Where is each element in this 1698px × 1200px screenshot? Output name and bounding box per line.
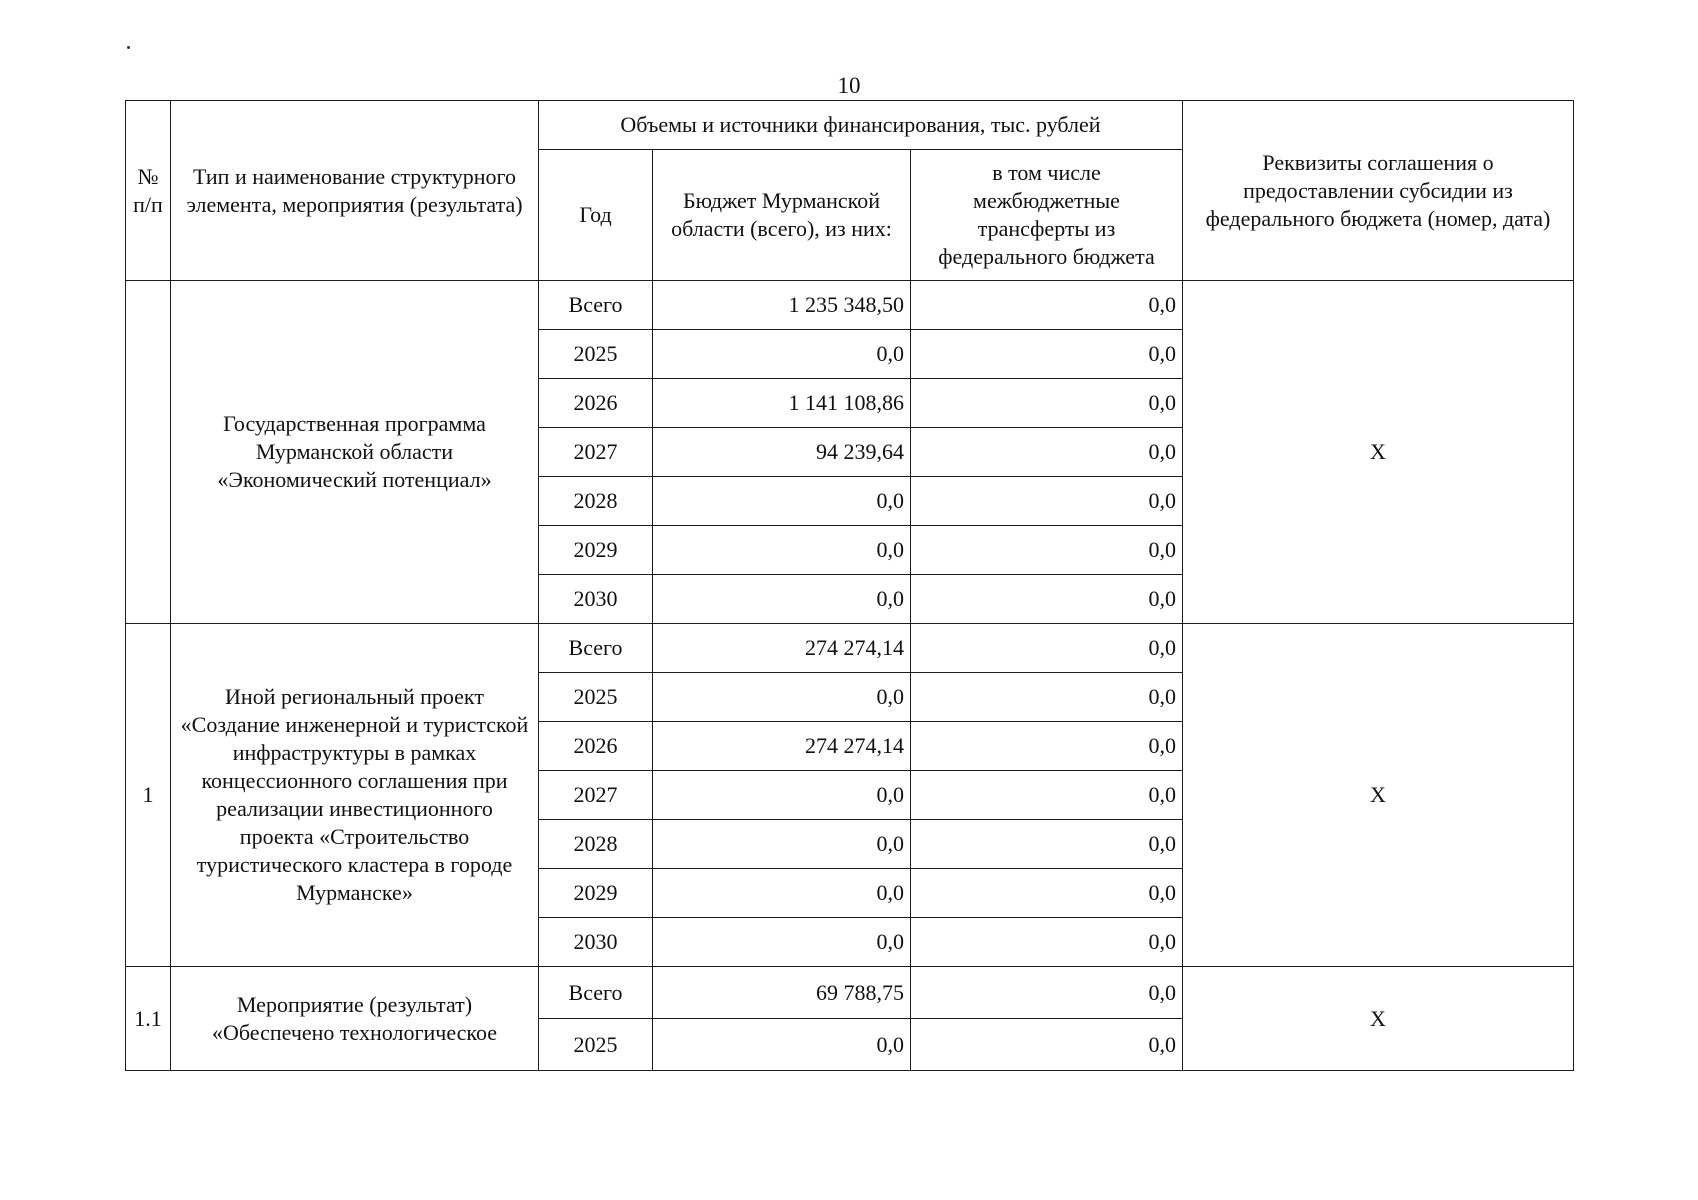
federal-transfers-cell: 0,0 bbox=[911, 624, 1183, 673]
header-regional-budget: Бюджет Мурманской области (всего), из них: bbox=[653, 150, 911, 281]
federal-transfers-cell: 0,0 bbox=[911, 722, 1183, 771]
federal-transfers-cell: 0,0 bbox=[911, 477, 1183, 526]
year-cell: 2027 bbox=[539, 428, 653, 477]
regional-budget-cell: 274 274,14 bbox=[653, 722, 911, 771]
element-name: Государственная программа Мурманской области «Экономический потенциал» bbox=[171, 281, 539, 624]
regional-budget-cell: 0,0 bbox=[653, 526, 911, 575]
regional-budget-cell: 0,0 bbox=[653, 477, 911, 526]
table-header bbox=[126, 101, 1574, 281]
header-federal-transfers: в том числе межбюджетные трансферты из федерального бюджета bbox=[911, 150, 1183, 281]
financing-table bbox=[125, 100, 1574, 1071]
regional-budget-cell: 0,0 bbox=[653, 673, 911, 722]
federal-transfers-cell: 0,0 bbox=[911, 918, 1183, 967]
regional-budget-cell: 0,0 bbox=[653, 869, 911, 918]
regional-budget-cell: 0,0 bbox=[653, 1019, 911, 1071]
year-cell: 2028 bbox=[539, 477, 653, 526]
federal-transfers-cell: 0,0 bbox=[911, 771, 1183, 820]
regional-budget-cell: 0,0 bbox=[653, 820, 911, 869]
header-name: Тип и наименование структурного элемента, мероприятия (результата) bbox=[171, 101, 539, 281]
regional-budget-cell: 1 235 348,50 bbox=[653, 281, 911, 330]
federal-transfers-cell: 0,0 bbox=[911, 575, 1183, 624]
federal-transfers-cell: 0,0 bbox=[911, 869, 1183, 918]
year-cell: 2029 bbox=[539, 526, 653, 575]
row-number bbox=[126, 281, 171, 624]
header-year: Год bbox=[539, 150, 653, 281]
year-cell: 2030 bbox=[539, 918, 653, 967]
element-name: Мероприятие (результат) «Обеспечено технологическое bbox=[171, 967, 539, 1071]
federal-transfers-cell: 0,0 bbox=[911, 673, 1183, 722]
federal-transfers-cell: 0,0 bbox=[911, 1019, 1183, 1071]
table-body bbox=[126, 281, 1574, 1071]
federal-transfers-cell: 0,0 bbox=[911, 820, 1183, 869]
year-cell: 2030 bbox=[539, 575, 653, 624]
agreement-cell: Х bbox=[1183, 624, 1574, 967]
row-number: 1.1 bbox=[126, 967, 171, 1071]
federal-transfers-cell: 0,0 bbox=[911, 526, 1183, 575]
year-cell: 2028 bbox=[539, 820, 653, 869]
agreement-cell: Х bbox=[1183, 967, 1574, 1071]
year-cell: 2029 bbox=[539, 869, 653, 918]
regional-budget-cell: 69 788,75 bbox=[653, 967, 911, 1019]
year-cell: 2026 bbox=[539, 379, 653, 428]
year-cell: 2026 bbox=[539, 722, 653, 771]
header-num: № п/п bbox=[126, 101, 171, 281]
element-name: Иной региональный проект «Создание инженерной и туристской инфраструктуры в рамках концессионного соглашения при реализации инвестиционного проекта «Строительство туристического кластера в городе Мурманске» bbox=[171, 624, 539, 967]
scan-speck bbox=[127, 46, 130, 49]
header-financing: Объемы и источники финансирования, тыс. рублей bbox=[539, 101, 1183, 150]
federal-transfers-cell: 0,0 bbox=[911, 967, 1183, 1019]
agreement-cell: Х bbox=[1183, 281, 1574, 624]
regional-budget-cell: 274 274,14 bbox=[653, 624, 911, 673]
federal-transfers-cell: 0,0 bbox=[911, 330, 1183, 379]
federal-transfers-cell: 0,0 bbox=[911, 428, 1183, 477]
year-cell: Всего bbox=[539, 281, 653, 330]
header-agreement: Реквизиты соглашения о предоставлении субсидии из федерального бюджета (номер, дата) bbox=[1183, 101, 1574, 281]
federal-transfers-cell: 0,0 bbox=[911, 281, 1183, 330]
row-number: 1 bbox=[126, 624, 171, 967]
regional-budget-cell: 1 141 108,86 bbox=[653, 379, 911, 428]
regional-budget-cell: 0,0 bbox=[653, 330, 911, 379]
regional-budget-cell: 0,0 bbox=[653, 918, 911, 967]
year-cell: 2025 bbox=[539, 673, 653, 722]
year-cell: Всего bbox=[539, 967, 653, 1019]
year-cell: 2025 bbox=[539, 1019, 653, 1071]
table-row bbox=[126, 967, 1574, 1019]
year-cell: 2025 bbox=[539, 330, 653, 379]
table-row bbox=[126, 624, 1574, 673]
page-number: 10 bbox=[837, 73, 861, 98]
year-cell: 2027 bbox=[539, 771, 653, 820]
regional-budget-cell: 0,0 bbox=[653, 771, 911, 820]
regional-budget-cell: 0,0 bbox=[653, 575, 911, 624]
regional-budget-cell: 94 239,64 bbox=[653, 428, 911, 477]
year-cell: Всего bbox=[539, 624, 653, 673]
federal-transfers-cell: 0,0 bbox=[911, 379, 1183, 428]
table-row bbox=[126, 281, 1574, 330]
